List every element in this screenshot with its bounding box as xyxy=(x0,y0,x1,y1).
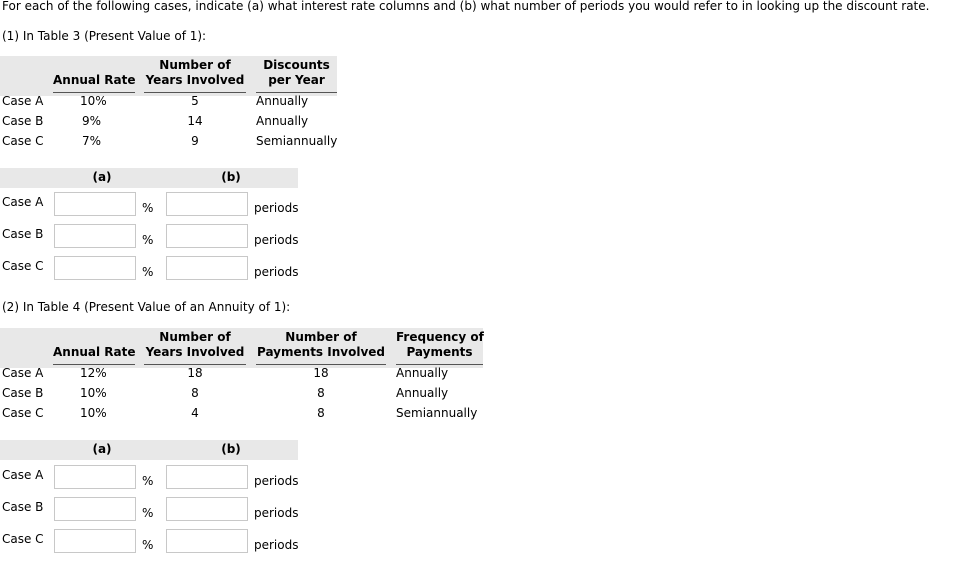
periods-input-case-b[interactable] xyxy=(166,497,248,521)
case-label: Case A xyxy=(2,94,44,108)
percent-sign: % xyxy=(142,474,154,488)
part2-heading xyxy=(2,300,290,314)
interest-rate-input-case-b[interactable] xyxy=(54,224,136,248)
instructions-text: For each of the following cases, indicate (a) what interest rate columns and (b) what number of periods you would refer to in looking up the discount rate. xyxy=(2,0,930,13)
col-b-header: (b) xyxy=(221,442,241,456)
interest-rate-input-case-c[interactable] xyxy=(54,256,136,280)
periods-label: periods xyxy=(254,506,299,520)
percent-sign: % xyxy=(142,265,154,279)
part1-col-rate: Annual Rate xyxy=(53,73,136,87)
interest-rate-input-case-a[interactable] xyxy=(54,192,136,216)
part2-col-payments-line1: Number of xyxy=(285,330,357,344)
periods-label: periods xyxy=(254,201,299,215)
part2-rate-underline xyxy=(53,364,135,365)
frequency-cell: Annually xyxy=(256,94,309,108)
part2-col-rate: Annual Rate xyxy=(53,345,136,359)
periods-input-case-a[interactable] xyxy=(166,192,248,216)
frequency-cell: Annually xyxy=(396,366,449,380)
part2-heading-text: (2) In Table 4 (Present Value of an Annuity of 1): xyxy=(2,300,291,314)
case-label: Case C xyxy=(2,532,44,546)
interest-rate-input-case-c[interactable] xyxy=(54,529,136,553)
periods-input-case-a[interactable] xyxy=(166,465,248,489)
col-a-header: (a) xyxy=(92,442,112,456)
part1-col-years-line2: Years Involved xyxy=(145,73,245,87)
interest-rate-input-case-b[interactable] xyxy=(54,497,136,521)
part2-col-years-line2: Years Involved xyxy=(145,345,245,359)
frequency-cell: Semiannually xyxy=(396,406,478,420)
part1-col-discounts-line1: Discounts xyxy=(263,58,330,72)
percent-sign: % xyxy=(142,233,154,247)
frequency-cell: Annually xyxy=(396,386,449,400)
case-label: Case B xyxy=(2,500,44,514)
part1-years-underline xyxy=(144,92,246,93)
periods-label: periods xyxy=(254,233,299,247)
years-cell: 4 xyxy=(191,406,199,420)
rate-cell: 7% xyxy=(82,134,102,148)
frequency-cell: Semiannually xyxy=(256,134,338,148)
frequency-cell: Annually xyxy=(256,114,309,128)
part2-col-frequency-line1: Frequency of xyxy=(396,330,484,344)
rate-cell: 12% xyxy=(80,366,107,380)
payments-cell: 8 xyxy=(317,406,325,420)
periods-label: periods xyxy=(254,474,299,488)
payments-cell: 18 xyxy=(313,366,329,380)
rate-cell: 10% xyxy=(80,94,107,108)
rate-cell: 10% xyxy=(80,386,107,400)
part2-col-frequency-line2: Payments xyxy=(406,345,473,359)
case-label: Case B xyxy=(2,386,44,400)
periods-label: periods xyxy=(254,538,299,552)
part2-frequency-underline xyxy=(396,364,483,365)
rate-cell: 10% xyxy=(80,406,107,420)
part2-col-payments-line2: Payments Involved xyxy=(256,345,385,359)
part1-col-discounts-line2: per Year xyxy=(268,73,325,87)
percent-sign: % xyxy=(142,506,154,520)
years-cell: 18 xyxy=(187,366,203,380)
years-cell: 8 xyxy=(191,386,199,400)
periods-input-case-b[interactable] xyxy=(166,224,248,248)
part1-col-years-line1: Number of xyxy=(159,58,231,72)
years-cell: 9 xyxy=(191,134,199,148)
part1-heading-text: (1) In Table 3 (Present Value of 1): xyxy=(2,29,207,43)
case-label: Case A xyxy=(2,366,44,380)
percent-sign: % xyxy=(142,538,154,552)
periods-label: periods xyxy=(254,265,299,279)
part2-payments-underline xyxy=(256,364,386,365)
part1-heading xyxy=(2,29,206,43)
case-label: Case B xyxy=(2,114,44,128)
part1-rate-underline xyxy=(53,92,135,93)
years-cell: 5 xyxy=(191,94,199,108)
interest-rate-input-case-a[interactable] xyxy=(54,465,136,489)
case-label: Case C xyxy=(2,406,44,420)
col-a-header: (a) xyxy=(92,170,112,184)
part1-discounts-underline xyxy=(256,92,337,93)
years-cell: 14 xyxy=(187,114,203,128)
case-label: Case C xyxy=(2,134,44,148)
part2-col-years-line1: Number of xyxy=(159,330,231,344)
case-label: Case C xyxy=(2,259,44,273)
payments-cell: 8 xyxy=(317,386,325,400)
periods-input-case-c[interactable] xyxy=(166,529,248,553)
case-label: Case A xyxy=(2,468,44,482)
rate-cell: 9% xyxy=(82,114,102,128)
case-label: Case B xyxy=(2,227,44,241)
part2-years-underline xyxy=(144,364,246,365)
percent-sign: % xyxy=(142,201,154,215)
periods-input-case-c[interactable] xyxy=(166,256,248,280)
col-b-header: (b) xyxy=(221,170,241,184)
case-label: Case A xyxy=(2,195,44,209)
